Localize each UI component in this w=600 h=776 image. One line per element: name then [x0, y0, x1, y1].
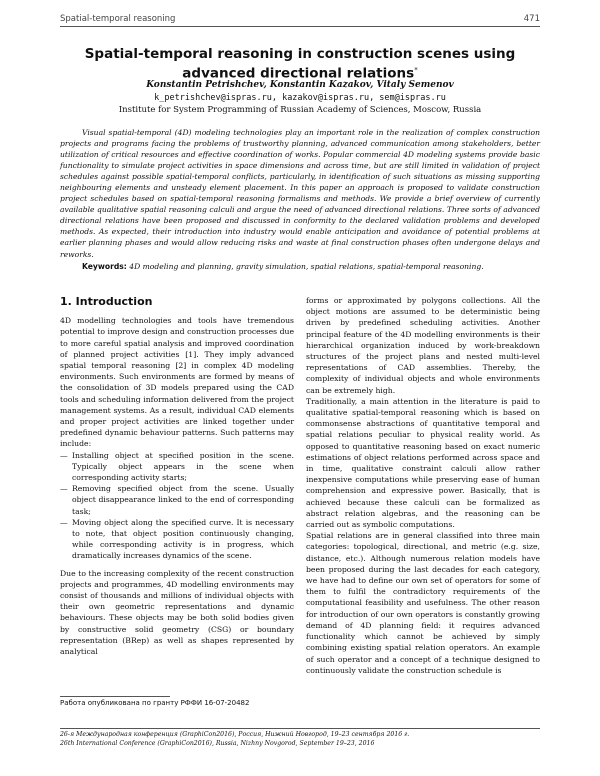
paper-title-text: Spatial-temporal reasoning in construction scenes using advanced directional relations	[84, 46, 516, 82]
running-header	[60, 14, 540, 24]
pattern-list	[60, 450, 294, 562]
keywords-text: 4D modeling and planning, gravity simulation, spatial relations, spatial-temporal reasoning.	[129, 262, 484, 271]
paragraph: Spatial relations are in general classified into three main categories: topological, directional, and metric (e.g. size, distance, etc.). Although numerous relation models have been proposed during the last decades for each category, we have had to define our own set of operators for some of them to fulfil the contradictory requirements of the computational feasibility and usefulness. The other reason for introduction of our own operators is constantly growing demand of 4D planning field: it requires advanced functionality which cannot be achieved by simply combining existing spatial relation operators. An example of such operator and a concept of a technique designed to continuously validate the construction schedule is	[306, 531, 540, 675]
paragraph: Due to the increasing complexity of the recent construction projects and programmes, 4D modelling environments may consist of thousands and millions of individual objects with their own geometric representations and dynamic behaviours. These objects may be both solid bodies given by constructive solid geometry (CSG) or boundary representation (BRep) as well as shapes represented by analytical	[60, 568, 294, 657]
list-item: — Moving object along the specified curve. It is necessary to note, that object position continuously changing, while corresponding activity is in progress, which dramatically increases dynamics of the scene.	[72, 517, 294, 562]
conference-line-en: 26th International Conference (GraphiCon2016), Russia, Nizhny Novgorod, September 19–23, 2016	[60, 740, 375, 747]
list-item: — Installing object at specified position in the scene. Typically object appears in the scene when corresponding activity starts;	[72, 450, 294, 484]
list-item: — Removing specified object from the scene. Usually object disappearance linked to the end of corresponding task;	[72, 483, 294, 517]
left-column	[60, 296, 294, 657]
page-number: 471	[523, 14, 540, 24]
paragraph: Traditionally, a main attention in the literature is paid to qualitative spatial-temporal reasoning which is based on commonsense abstractions of quantitative temporal and spatial relations peculiar to physical reality world. As opposed to quantitative reasoning based on exact numeric estimations of object relations performed across space and in time, qualitative constraint calculi allow rather inexpensive computations while preserving ease of human comprehension and expressive power. Basically, that is achieved because these calculi can be formalized as abstract relation algebras, and the reasoning can be carried out as symbolic computations.	[306, 396, 540, 530]
abstract: Visual spatial-temporal (4D) modeling technologies play an important role in the realization of complex construction projects and programs facing the problems of trustworthy planning, advanced communication among stakeholders, better utilization of critical resources and effective coordination of works. Popular commercial 4D modeling systems provide basic functionality to simulate project activities in space dimensions and across time, but are still limited in validation of project schedules against possible spatial-temporal conflicts, particularly, in identification of such situations as missing supporting neighbouring elements and unsteady element placement. In this paper an approach is proposed to validate construction project schedules based on spatial-temporal reasoning formalisms and methods. We provide a brief overview of currently available qualitative spatial reasoning calculi and argue the need of advanced directional relations. Three sorts of advanced directional relations have been proposed and discussed in conformity to the declared validation problems and developed methods. As expected, their introduction into industry would enable anticipation and avoidance of potential problems at earlier planning phases and would allow reducing risks and waste at final construction phases often undergone delays and reworks.	[60, 128, 540, 259]
title-footnote-mark: *	[414, 66, 418, 74]
keywords-label: Keywords:	[82, 262, 127, 271]
footnote-rule	[60, 696, 170, 697]
paragraph: forms or approximated by polygons collections. All the object motions are assumed to be deterministic being driven by predefined scheduling activities. Another principal feature of the 4D modelling environments is their hierarchical organization induced by work-breakdown structures of the project plans and nested multi-level representations of CAD assemblies. Thereby, the complexity of individual objects and whole environments can be extremely high.	[306, 296, 540, 395]
author-emails: k_petrishchev@ispras.ru, kazakov@ispras.ru, sem@ispras.ru	[154, 93, 446, 103]
authors: Konstantin Petrishchev, Konstantin Kazakov, Vitaly Semenov	[146, 80, 454, 90]
header-rule	[60, 26, 540, 27]
running-title: Spatial-temporal reasoning	[60, 14, 176, 24]
funding-footnote: Работа опубликована по гранту РФФИ 16-07-20482	[60, 699, 250, 707]
paper-title	[60, 46, 540, 82]
section-heading: 1. Introduction	[60, 295, 153, 308]
affiliation: Institute for System Programming of Russian Academy of Sciences, Moscow, Russia	[118, 105, 482, 115]
conference-line-ru: 26-я Международная конференция (GraphiCon2016), Россия, Нижний Новгород, 19–23 сентября 2016 г.	[60, 731, 410, 738]
keywords	[82, 262, 540, 271]
right-column	[306, 295, 540, 676]
paragraph: 4D modelling technologies and tools have tremendous potential to improve design and construction processes due to more careful spatial analysis and improved coordination of planned project activities [1]. They imply advanced spatial temporal reasoning [2] in complex 4D modeling environments. Such environments are formed by means of the consolidation of 3D models prepared using the CAD tools and scheduling information delivered from the project management systems. As a result, individual CAD elements and proper project activities are linked together under predefined dynamic behaviour patterns. Such patterns may include:	[60, 316, 294, 449]
footer-rule	[60, 728, 540, 729]
